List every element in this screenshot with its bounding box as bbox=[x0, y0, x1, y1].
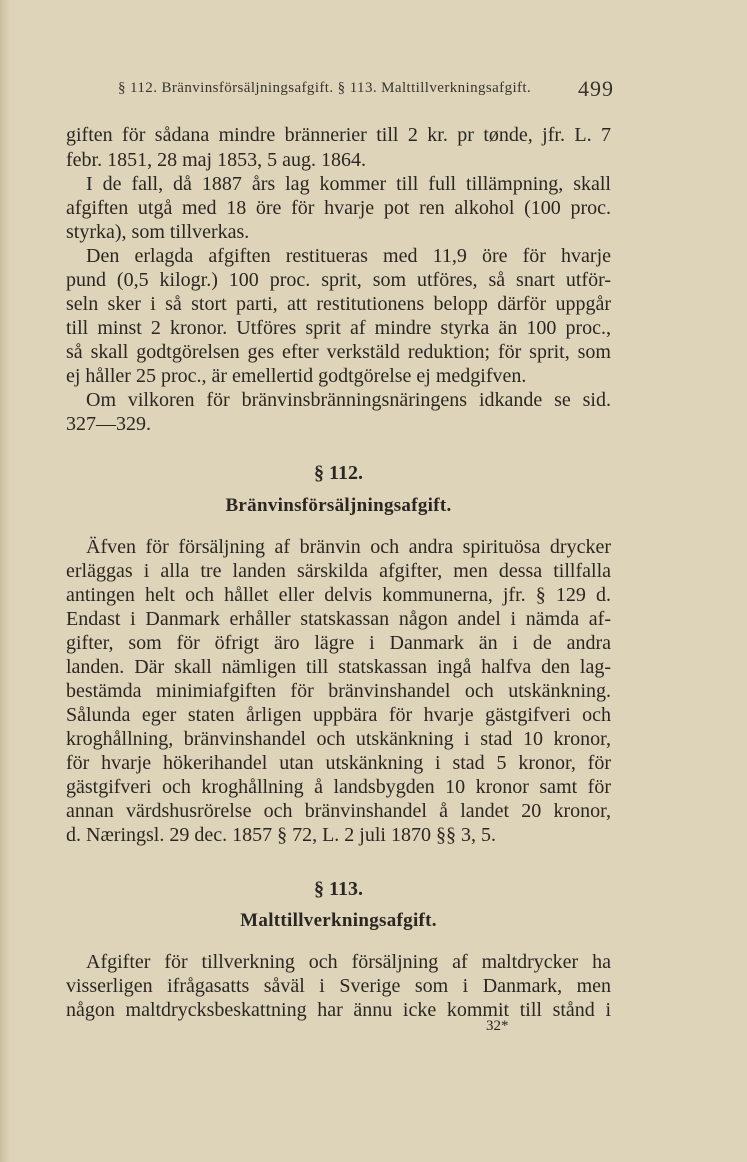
text-line: annan värdshusrörelse och bränvinshandel å landet 20 kronor, bbox=[66, 800, 611, 822]
page-number: 499 bbox=[578, 76, 614, 101]
text-line: för hvarje hökerihandel utan utskänkning i stad 5 kronor, för bbox=[66, 752, 611, 774]
text-line: Den erlagda afgiften restitueras med 11,9 öre för hvarje bbox=[86, 245, 611, 267]
signature-mark: 32* bbox=[486, 1018, 509, 1034]
text-line: d. Næringsl. 29 dec. 1857 § 72, L. 2 juli 1870 §§ 3, 5. bbox=[66, 824, 496, 846]
text-line: afgiften utgå med 18 öre för hvarje pot ren alkohol (100 proc. bbox=[66, 197, 611, 219]
text-line: febr. 1851, 28 maj 1853, 5 aug. 1864. bbox=[66, 149, 366, 171]
text-line: Afgifter för tillverkning och försäljning af maltdrycker ha bbox=[86, 951, 611, 973]
section-113-title: Malttillverkningsafgift. bbox=[240, 910, 437, 931]
text-line: styrka), som tillverkas. bbox=[66, 221, 250, 243]
page-edge-shadow bbox=[0, 0, 10, 1162]
text-line: 327—329. bbox=[66, 413, 151, 435]
running-header bbox=[118, 76, 614, 101]
text-line: antingen helt och hållet eller delvis kommunerna, jfr. § 129 d. bbox=[66, 584, 611, 606]
text-line: så skall godtgörelsen ges efter verkstäld reduktion; för sprit, som bbox=[66, 341, 611, 363]
text-line: I de fall, då 1887 års lag kommer till full tillämpning, skall bbox=[86, 173, 611, 195]
text-line: ej håller 25 proc., är emellertid godtgörelse ej medgifven. bbox=[66, 365, 527, 387]
text-line: giften för sådana mindre brännerier till 2 kr. pr tønde, jfr. L. 7 bbox=[66, 124, 611, 146]
text-line: landen. Där skall nämligen till statskassan ingå halfva den lag- bbox=[66, 656, 611, 678]
text-line: Endast i Danmark erhåller statskassan någon andel i nämda af- bbox=[66, 608, 611, 630]
text-line: seln sker i så stort parti, att restitutionens belopp därför uppgår bbox=[66, 293, 611, 315]
section-112-number: § 112. bbox=[314, 462, 363, 484]
text-line: gifter, som för öfrigt äro lägre i Danmark än i de andra bbox=[66, 632, 611, 654]
text-line: visserligen ifrågasatts såväl i Sverige som i Danmark, men bbox=[66, 975, 611, 997]
text-line: Om vilkoren för bränvinsbränningsnäringens idkande se sid. bbox=[86, 389, 611, 411]
text-line: till minst 2 kronor. Utföres sprit af mindre styrka än 100 proc., bbox=[66, 317, 611, 339]
text-line: bestämda minimiafgiften för bränvinshandel och utskänkning. bbox=[66, 680, 611, 702]
text-line: erläggas i alla tre landen särskilda afgifter, men dessa tillfalla bbox=[66, 560, 611, 582]
text-line: Äfven för försäljning af bränvin och andra spirituösa drycker bbox=[86, 536, 611, 558]
section-112-title: Bränvinsförsäljningsafgift. bbox=[225, 495, 452, 516]
running-title: § 112. Bränvinsförsäljningsafgift. § 113. Malttillverkningsafgift. bbox=[118, 80, 532, 96]
text-line: gästgifveri och kroghållning å landsbygden 10 kronor samt för bbox=[66, 776, 611, 798]
text-line: kroghållning, bränvinshandel och utskänkning i stad 10 kronor, bbox=[66, 728, 611, 750]
section-113-number: § 113. bbox=[314, 878, 363, 900]
text-line: Sålunda eger staten årligen uppbära för hvarje gästgifveri och bbox=[66, 704, 611, 726]
text-line: pund (0,5 kilogr.) 100 proc. sprit, som utföres, så snart utför- bbox=[66, 269, 611, 291]
text-line: någon maltdrycksbeskattning har ännu icke kommit till stånd i bbox=[66, 999, 611, 1021]
